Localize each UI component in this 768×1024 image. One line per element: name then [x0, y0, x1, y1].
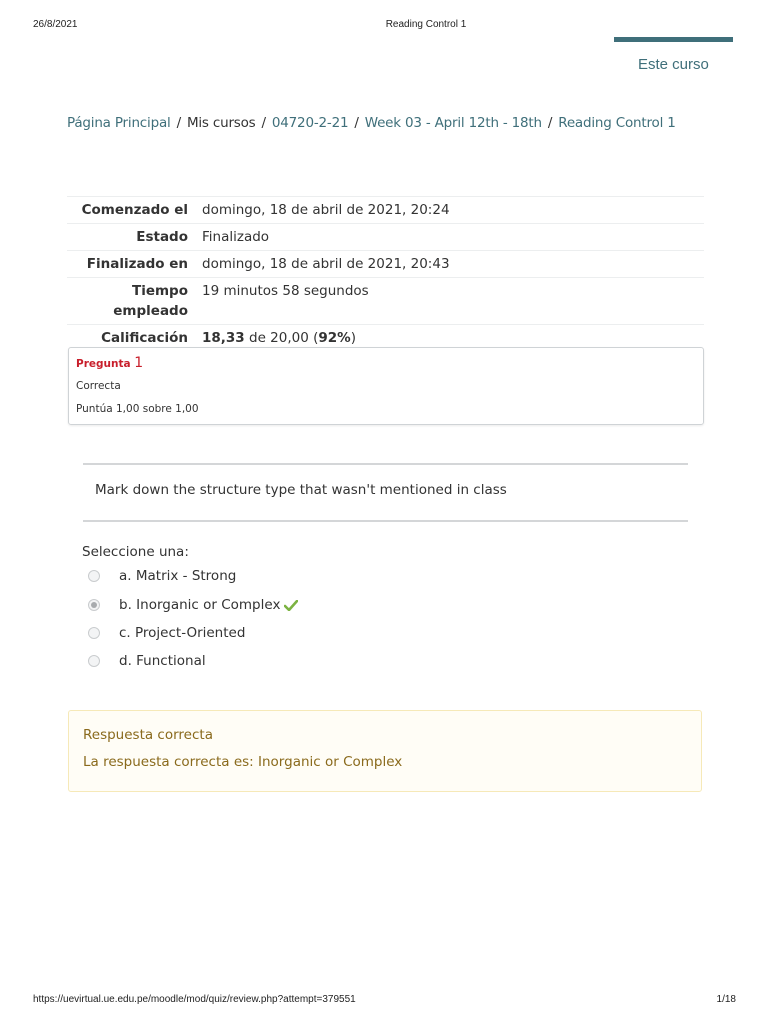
question-number-value: 1 [134, 355, 144, 371]
check-icon [284, 600, 298, 611]
answer-option-label-wrap [119, 597, 298, 613]
breadcrumb-separator: / [547, 115, 553, 131]
question-info-box [68, 347, 704, 425]
print-title: Reading Control 1 [385, 19, 467, 30]
finished-label: Finalizado en [67, 251, 196, 278]
answer-option-label: c. Project-Oriented [119, 625, 246, 641]
radio-button[interactable] [88, 627, 100, 639]
breadcrumb-separator: / [176, 115, 181, 131]
grade-label: Calificación [67, 325, 196, 352]
breadcrumb-quiz[interactable]: Reading Control 1 [558, 115, 676, 131]
correct-answer-text: La respuesta correcta es: Inorganic or Complex [83, 754, 403, 770]
radio-button-selected[interactable] [88, 599, 100, 611]
feedback-box [68, 710, 702, 792]
nav-accent-bar [614, 37, 733, 42]
question-label: Pregunta [76, 358, 131, 370]
print-date: 26/8/2021 [33, 19, 78, 30]
answer-option-label: a. Matrix - Strong [119, 568, 237, 584]
question-state: Correcta [76, 380, 121, 392]
print-url: https://uevirtual.ue.edu.pe/moodle/mod/quiz/review.php?attempt=379551 [33, 994, 356, 1005]
answer-option-label: d. Functional [119, 653, 206, 669]
radio-button[interactable] [88, 570, 100, 582]
print-page-number: 1/18 [716, 994, 736, 1005]
breadcrumb [67, 115, 676, 131]
state-label: Estado [67, 224, 196, 251]
grade-of: de 20,00 ( [249, 330, 319, 346]
question-grade: Puntúa 1,00 sobre 1,00 [76, 403, 199, 415]
breadcrumb-home[interactable]: Página Principal [67, 115, 171, 131]
breadcrumb-my-courses: Mis cursos [186, 115, 256, 131]
grade-score: 18,33 [202, 330, 245, 346]
breadcrumb-separator: / [354, 115, 359, 131]
breadcrumb-course[interactable]: 04720-2-21 [271, 115, 349, 131]
started-value: domingo, 18 de abril de 2021, 20:24 [196, 197, 704, 224]
breadcrumb-week[interactable]: Week 03 - April 12th - 18th [364, 115, 542, 131]
feedback-status: Respuesta correcta [83, 727, 213, 743]
state-value: Finalizado [196, 224, 704, 251]
answer-prompt: Seleccione una: [82, 544, 189, 560]
question-number [76, 355, 143, 371]
summary-row-started [67, 197, 704, 224]
summary-row-time [67, 278, 704, 325]
grade-percent: 92% [318, 330, 351, 346]
course-menu-link[interactable]: Este curso [638, 56, 709, 73]
question-text-divider-bottom [83, 520, 688, 522]
time-value: 19 minutos 58 segundos [196, 278, 704, 325]
question-text-divider-top [83, 463, 688, 465]
finished-value: domingo, 18 de abril de 2021, 20:43 [196, 251, 704, 278]
attempt-summary-table [67, 196, 704, 351]
summary-row-finished [67, 251, 704, 278]
answer-option-label: b. Inorganic or Complex [119, 597, 281, 613]
radio-button[interactable] [88, 655, 100, 667]
question-text: Mark down the structure type that wasn't mentioned in class [95, 482, 507, 498]
summary-row-state [67, 224, 704, 251]
time-label: Tiempo empleado [67, 278, 196, 325]
started-label: Comenzado el [67, 197, 196, 224]
print-header [0, 19, 768, 33]
grade-close: ) [350, 330, 356, 346]
breadcrumb-separator: / [261, 115, 266, 131]
